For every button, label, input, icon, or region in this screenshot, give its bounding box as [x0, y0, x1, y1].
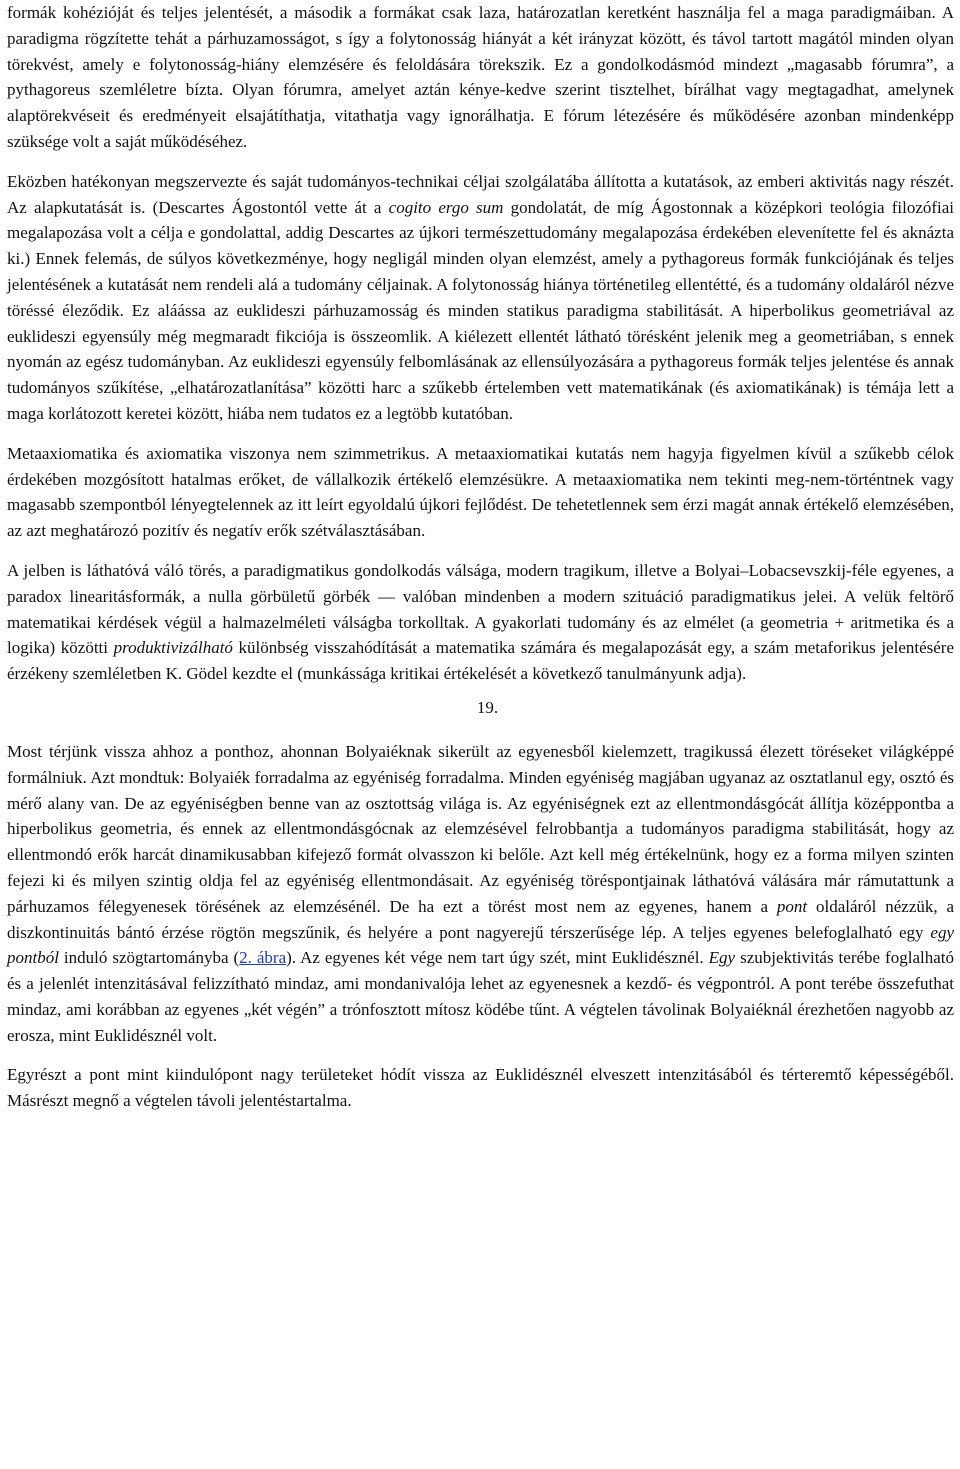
paragraph-gap	[7, 427, 954, 441]
figure-link[interactable]: 2. ábra	[239, 948, 287, 968]
paragraph-text: Metaaxiomatika és axiomatika viszonya nem szimmetrikus. A metaaxiomatikai kutatás nem hagyja figyelmen kívül a szűkebb célok érdekében mozgósított hatalmas erőket, de vállalkozik értékelő elemzésükre. A metaaxiomatika nem tekinti meg-nem-történtnek vagy magasabb szempontból lényegtelennek az itt leírt egyoldalú újkori fejlődést. De tehetetlennek sem érzi magát annak értékelő elemzésében, az azt meghatározó pozitív és negatív erők szétválasztásában.	[7, 443, 954, 541]
paragraph-text: különbség visszahódítását a matematika számára és megalapozását egy, a szám metaforikus jelentésére érzékeny szemléletben K. Gödel kezdte el (munkássága kritikai értékelését a következő tanulmányunk adja).	[7, 638, 954, 684]
paragraph-text: A jelben is láthatóvá váló törés, a paradigmatikus gondolkodás válsága, modern tragikum, illetve a Bolyai–Lobacsevszkij-féle egyenes, a paradox linearitásformák, a nulla görbületű görbék — valóban mindenben a modern szituáció paradigmatikus jelei. A velük feltörő matematikai kérdések végül a halmazelméleti válságba torkolltak. A gyakorlati tudomány és az elmélet (a geometria + aritmetika és a logika) közötti	[7, 560, 954, 658]
italic-text: produktivizálható	[113, 638, 233, 658]
paragraph-4	[7, 558, 954, 687]
paragraph-text: induló szögtartományba (	[58, 948, 240, 968]
paragraph-text: gondolatát, de míg Ágostonnak a középkori teológia filozófiai megalapozása volt a célja e gondolattal, addig Descartes az újkori természettudomány megalapozása érdekében elevenítette fel és aknázta ki.) Ennek felemás, de súlyos következménye, hogy negligál minden olyan elemzést, amely a pythagoreus formák funkciójának és teljes jelentésének a kutatását nem rendeli alá a tudomány céljainak. A folytonosság hiánya történetileg ellentétté, és a tudomány oldaláról nézve töréssé éleződik. Ez aláássa az euklideszi párhuzamosság és minden statikus paradigma stabilitását. A hiperbolikus geometriával az euklideszi egyensúly még megmaradt fikciója is összeomlik. A kiélezett ellentét látható törésként jelenik meg a geometriában, s ennek nyomán az egész tudományban. Az euklideszi egyensúly felbomlásának az ellensúlyozására a pythagoreus formák teljes jelentése és annak tudományos szűkítése, „elhatározatlanítása” közötti harc a szűkebb értelemben vett matematikának (és axiomatikának) is témája lett a maga korlátozott keretei között, hiába nem tudatos ez a legtöbb kutatóban.	[7, 197, 955, 423]
paragraph-text: Most térjünk vissza ahhoz a ponthoz, ahonnan Bolyaiéknak sikerült az egyenesből kielemzett, tragikussá élezett töréseket világképpé formálniuk. Azt mondtuk: Bolyaiék forradalma az egyéniség forradalma. Minden egyéniség magjában ugyanaz az osztatlanul egy, osztó és mérő alany van. De az egyéniségben benne van az osztottság világa is. Az egyéniségnek ezt az ellentmondásgócát állítja középpontba a hiperbolikus geometria, és ennek az ellentmondásgócnak az elemzésével felrobbantja a tudományos paradigma stabilitását, hogy az ellentmondó erők harcát dinamikusabban kifejező formát olvasszon ki belőle. Azt kell még értékelnünk, hogy ez a forma milyen szinten fejezi ki és milyen szintig oldja fel az egyéniség ellentmondásait. Az egyéniség töréspontjainak láthatóvá válására már rámutattunk a párhuzamos félegyenesek törésének az elemzésénél. De ha ezt a törést most nem az egyenes, hanem a	[7, 741, 954, 916]
page-number-text: 19.	[476, 697, 499, 717]
paragraph-text: Eközben hatékonyan megszervezte és saját tudományos-technikai céljai szolgálatába állította a kutatások, az emberi aktivitás nagy részét. Az alapkutatását is. (Descartes Ágostontól vette át a	[7, 171, 954, 217]
paragraph-gap	[7, 155, 954, 169]
page-number	[7, 695, 954, 721]
paragraph-gap	[7, 544, 954, 558]
paragraph-text: Egyrészt a pont mint kiindulópont nagy területeket hódít vissza az Euklidésznél elveszett intenzitásából és térteremtő képességéből. Másrészt megnő a végtelen távoli jelentéstartalma.	[7, 1065, 954, 1111]
paragraph-6	[7, 1062, 954, 1114]
paragraph-text: oldaláról nézzük, a diszkontinuitás bántó érzése rögtön megszűnik, és helyére a pont nagyerejű térszerűsége lép. A teljes egyenes belefoglalható egy	[7, 896, 954, 942]
italic-text: cogito ergo sum	[388, 197, 504, 217]
paragraph-gap	[7, 1048, 954, 1062]
paragraph-1	[7, 0, 954, 155]
italic-text: pont	[776, 896, 808, 916]
paragraph-text: ). Az egyenes két vége nem tart úgy szét, mint Euklidésznél.	[286, 948, 709, 968]
paragraph-3	[7, 441, 954, 544]
paragraph-2	[7, 169, 954, 427]
paragraph-text: formák kohézióját és teljes jelentését, a második a formákat csak laza, határozatlan keretként használja fel a maga paradigmáiban. A paradigma rögzítette tehát a párhuzamosságot, s így a folytonosság hiányát a két irányzat között, és távol tartott magától minden olyan törekvést, amely e folytonosság-hiány elemzésére és feloldására törekszik. Ez a gondolkodásmód mindezt „magasabb fórumra”, a pythagoreus szemléletre bízta. Olyan fórumra, amelyet aztán kénye-kedve szerint tisztelhet, bírálhat vagy megtagadhat, amelynek alaptörekvéseit és eredményeit elsajátíthatja, vitathatja vagy ignorálhatja. E fórum létezésére és működésére azonban mindenképp szüksége volt a saját működéséhez.	[7, 3, 954, 151]
paragraph-5	[7, 739, 954, 1049]
italic-text: egy pontból	[7, 922, 954, 968]
paragraph-text: szubjektivitás terébe foglalható és a jelenlét intenzitásával felizzítható mindaz, ami mondanivalója lehet az egyenesnek a kezdő- és végpontról. A pont terébe összefuthat mindaz, ami korábban az egyenes „két végén” a trónfosztott mítosz ködébe tűnt. A végtelen távolinak Bolyaiéknál érezhetően nagyobb az erosza, mint Euklidésznél volt.	[7, 948, 954, 1045]
italic-text: Egy	[708, 948, 736, 968]
